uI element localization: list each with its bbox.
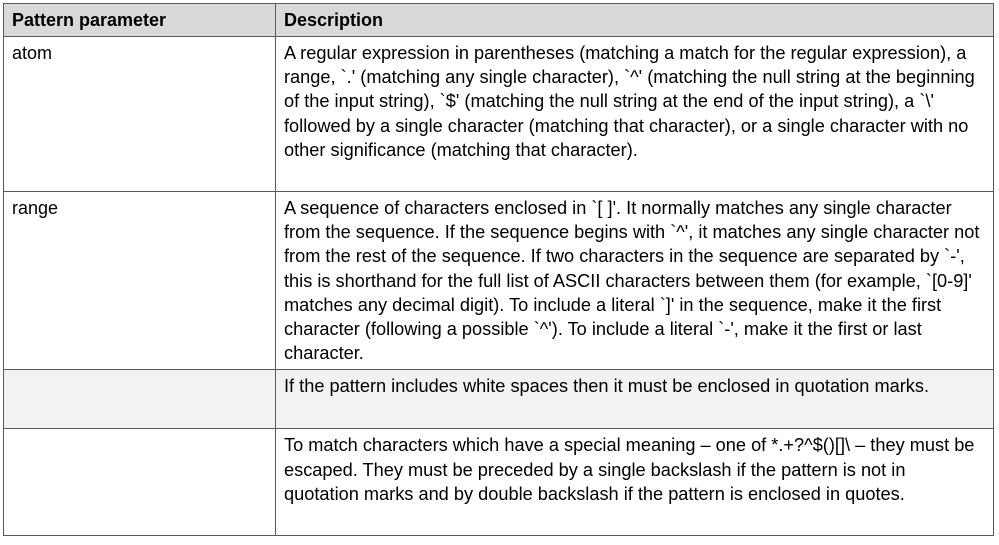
- pattern-parameter-table: [3, 3, 994, 536]
- parameter-cell: [4, 429, 276, 536]
- parameter-cell: range: [4, 192, 276, 370]
- column-header-description: Description: [276, 4, 994, 37]
- parameter-cell: atom: [4, 37, 276, 192]
- table-header-row: [4, 4, 994, 37]
- column-header-parameter: Pattern parameter: [4, 4, 276, 37]
- description-cell: To match characters which have a special meaning – one of *.+?^$()[]\ – they must be escaped. They must be preceded by a single backslash if the pattern is not in quotation marks and by double backslash if the pattern is enclosed in quotes.: [276, 429, 994, 536]
- description-cell: A sequence of characters enclosed in `[ ]'. It normally matches any single character from the sequence. If the sequence begins with `^', it matches any single character not from the rest of the sequence. If two characters in the sequence are separated by `-', this is shorthand for the full list of ASCII characters between them (for example, `[0-9]' matches any decimal digit). To include a literal `]' in the sequence, make it the first character (following a possible `^'). To include a literal `-', make it the first or last character.: [276, 192, 994, 370]
- table-row: [4, 370, 994, 429]
- table-row: [4, 429, 994, 536]
- table-row: [4, 192, 994, 370]
- parameter-cell: [4, 370, 276, 429]
- description-cell: A regular expression in parentheses (matching a match for the regular expression), a range, `.' (matching any single character), `^' (matching the null string at the beginning of the input string), `$' (matching the null string at the end of the input string), a `\' followed by a single character (matching that character), or a single character with no other significance (matching that character).: [276, 37, 994, 192]
- description-cell: If the pattern includes white spaces then it must be enclosed in quotation marks.: [276, 370, 994, 429]
- table-row: [4, 37, 994, 192]
